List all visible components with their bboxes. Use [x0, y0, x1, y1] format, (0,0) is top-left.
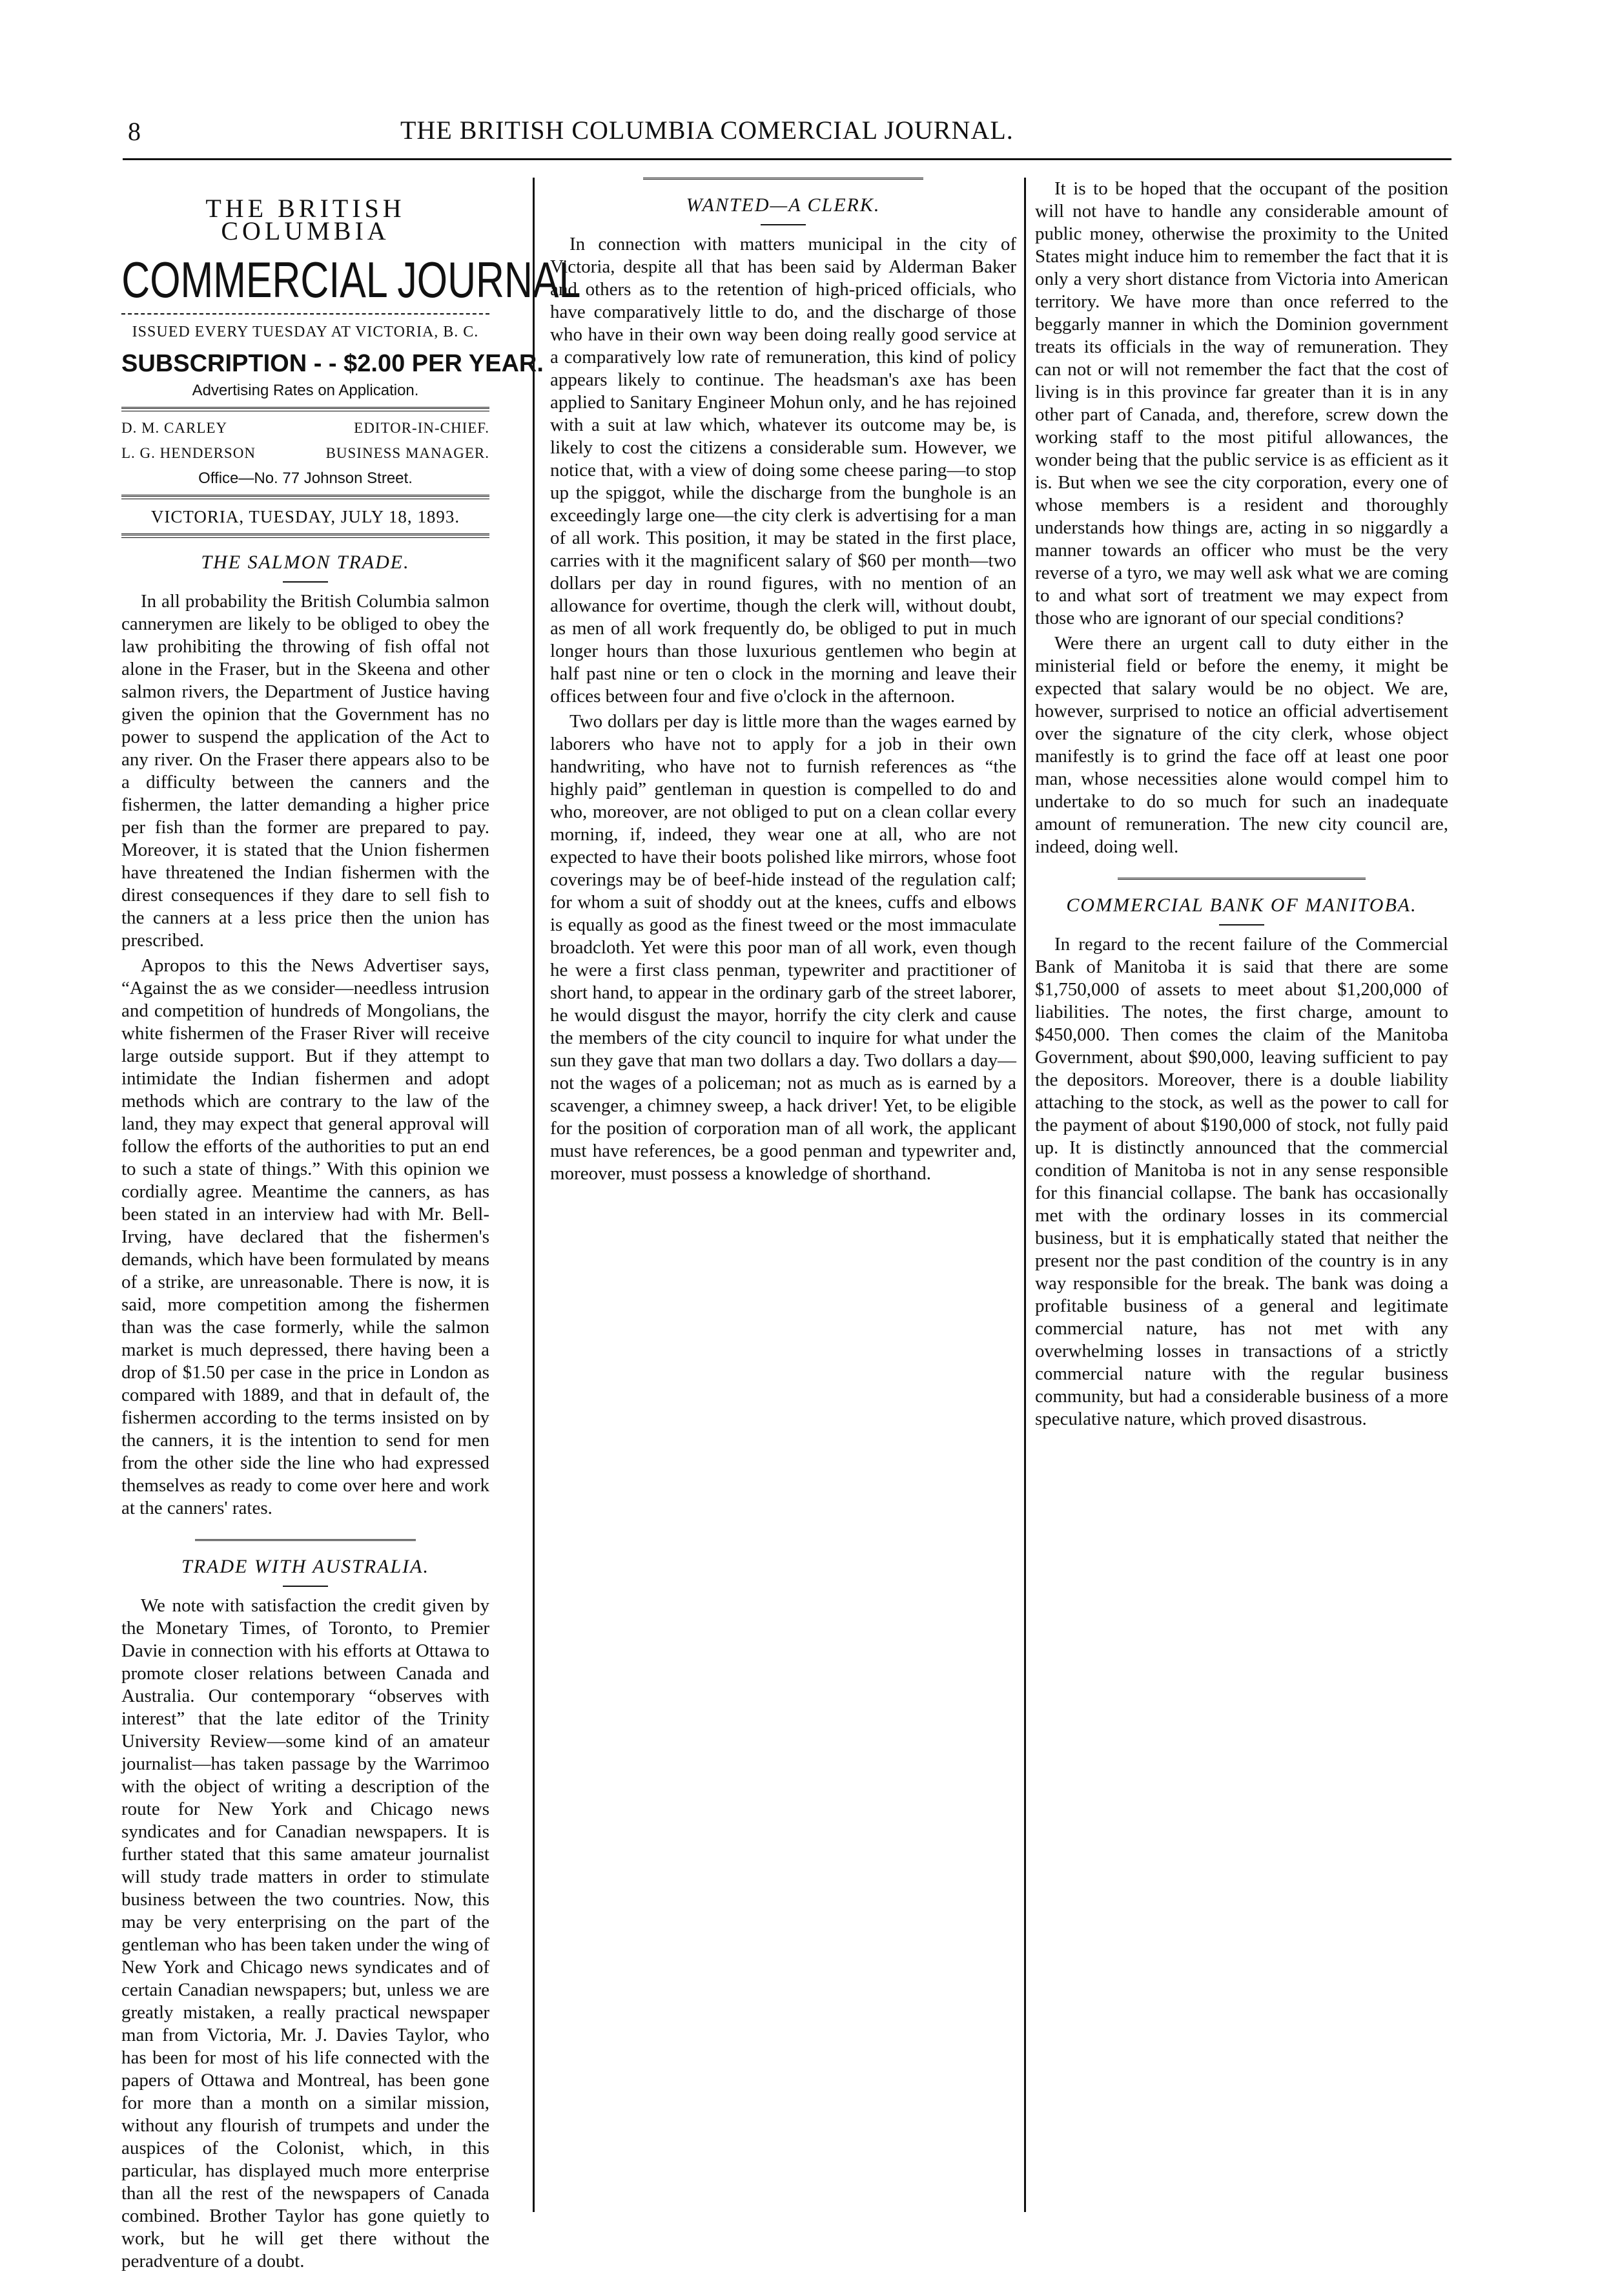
page-number: 8 — [128, 117, 141, 146]
subscription-price: SUBSCRIPTION - - $2.00 PER YEAR. — [121, 350, 544, 377]
masthead-title: COMMERCIAL JOURNAL — [121, 251, 581, 308]
divider — [121, 495, 489, 499]
divider — [121, 313, 489, 315]
column-2 — [550, 178, 1016, 2212]
divider — [121, 407, 489, 411]
top-rule — [123, 158, 1451, 160]
advertising-note: Advertising Rates on Application. — [192, 382, 419, 399]
article-paragraph: We note with satisfaction the credit given by the Monetary Times, of Toronto, to Premier Davie in connection with his efforts at Ottawa to promote closer relations between Canada and Australia. Our contemporary “observes with interest” that the late editor of the Trinity University Review—some kind of an amateur journalist—has taken passage by the Warrimoo with the object of writing a description of the route for New York and Chicago news syndicates and for Canadian newspapers. It is further stated that this same amateur journalist will study trade matters in order to stimulate business between the two countries. Now, this may be very enterprising on the part of the gentleman who has been taken under the wing of New York and Chicago news syndicates and of certain Canadian newspapers; but, unless we are greatly mistaken, a really practical newspaper man from Victoria, Mr. J. Davies Taylor, who has been for most of his life connected with the papers of Ottawa and Montreal, has been gone for more than a month on a similar mission, without any flourish of trumpets and under the auspices of the Colonist, which, in this particular, has displayed much more enterprise than all the rest of the newspapers of Canada combined. Brother Taylor has gone quietly to work, but he will get there without the peradventure of a doubt. — [121, 1595, 489, 2271]
masthead — [121, 194, 581, 538]
issued-line: ISSUED EVERY TUESDAY AT VICTORIA, B. C. — [132, 324, 479, 340]
article-headline: THE SALMON TRADE. — [201, 552, 410, 573]
article-paragraph: It is to be hoped that the occupant of the position will not have to handle any considerable amount of public money, otherwise the proximity to the United States might induce him to remember the fact that it is only a very short distance from Victoria into American territory. We have more than once referred to the beggarly manner in which the Dominion government treats its officials in the way of remuneration. They can not or will not remember the fact that the cost of living is in this province far greater than it is in any other part of Canada, and, therefore, screw down the working staff to the most pitiful allowances, the wonder being that the public service is as efficient as it is. But when we see the city corporation, every one of whose members is a resident and thoroughly understands how things are, acting in so niggardly a manner towards an officer who must be the very reverse of a tyro, we may well ask what we are coming to and what sort of treatment we may expect from those who are ignorant of our special conditions? — [1035, 178, 1448, 628]
running-head: THE BRITISH COLUMBIA COMERCIAL JOURNAL. — [400, 116, 1014, 145]
divider — [1118, 878, 1366, 881]
manager-role: BUSINESS MANAGER. — [325, 445, 489, 461]
divider — [643, 178, 923, 181]
article-headline: WANTED—A CLERK. — [686, 194, 881, 216]
editor-name: D. M. CARLEY — [121, 420, 228, 436]
divider — [1219, 924, 1264, 926]
masthead-title-top: THE BRITISH COLUMBIA — [205, 194, 405, 245]
article-paragraph: Two dollars per day is little more than the wages earned by laborers who have not to apply for a job in their own handwriting, who have not to furnish references as “the highly paid” gentleman in question is compelled to do and who, moreover, are not obliged to put on a clean collar every morning, if, indeed, they wear one at all, who are not expected to have their boots polished like mirrors, whose foot coverings may be of beef-hide instead of the regulation calf; for whom a suit of shoddy out at the knees, cuffs and elbows is equally as good as the finest tweed or the most immaculate broadcloth. Yet were this poor man of all work, even though he were a first class penman, typewriter and practitioner of short hand, to appear in the ordinary garb of the street laborer, he would disgust the mayor, horrify the city clerk and cause the members of the city council to inquire for what under the sun they gave that man two dollars a day. Two dollars a day—not the wages of a policeman; not as much as is earned by a scavenger, a chimney sweep, a hack driver! Yet, to be eligible for the position of corporation man of all work, the applicant must have references, be a good penman and typewriter and, moreover, must possess a knowledge of shorthand. — [550, 711, 1016, 1184]
column-1 — [121, 178, 581, 2271]
manager-name: L. G. HENDERSON — [121, 445, 256, 461]
divider — [283, 581, 328, 583]
column-divider — [533, 178, 535, 2212]
divider — [121, 533, 489, 538]
article-paragraph: In all probability the British Columbia salmon cannerymen are likely to be obliged to obey the law prohibiting the throwing of fish offal not alone in the Fraser, but in the Skeena and other salmon rivers, the Department of Justice having given the opinion that the Government has no power to suspend the application of the Act to any river. On the Fraser there appears also to be a difficulty between the canners and the fishermen, the latter demanding a higher price per fish than the former are prepared to pay. Moreover, it is stated that the Union fishermen have threatened the Indian fishermen with the direst consequences if they dare to sell fish to the canners at a less price then the union has prescribed. — [121, 591, 489, 951]
editor-role: EDITOR-IN-CHIEF. — [354, 420, 489, 436]
article-paragraph: Apropos to this the News Advertiser says, “Against the as we consider—needless intrusion and competition of hundreds of Mongolians, the white fishermen of the Fraser River will receive large outside support. But if they attempt to intimidate the Indian fishermen and adopt methods which are contrary to the law of the land, they may expect that general approval will follow the efforts of the authorities to put an end to such a state of things.” With this opinion we cordially agree. Meantime the canners, as has been stated in an interview had with Mr. Bell-Irving, have declared that the fishermen's demands, which have been formulated by means of a strike, are unreasonable. There is now, it is said, more competition among the fishermen than was the case formerly, while the salmon market is much depressed, there having been a drop of $1.50 per case in the price in London as compared with 1889, and that in default of, the fishermen according to the terms insisted on by the canners, it is the intention to send for men from the other side the line who had expressed themselves as ready to come over here and work at the canners' rates. — [121, 955, 489, 1518]
dateline: VICTORIA, TUESDAY, JULY 18, 1893. — [150, 507, 460, 526]
staff-editor — [121, 417, 489, 439]
article-paragraph: In connection with matters municipal in the city of Victoria, despite all that has been said by Alderman Baker and others as to the retention of high-priced officials, who have comparatively little to do, and the discharge of those who have in their own way been doing really good service at a comparatively low rate of remuneration, this kind of policy appears likely to continue. The headsman's axe has been applied to Sanitary Engineer Mohun only, and he has rejoined with a suit at law which, whatever its outcome may be, is likely to cost the citizens a considerable sum. However, we notice that, with a view of doing some cheese paring—to stop up the spiggot, while the discharge from the bunghole is an exceedingly large one—the city clerk is advertising for a man of all work. This position, it may be stated in the first place, carries with it the magnificent salary of $60 per month—two dollars per day in round figures, with no mention of an allowance for overtime, though the clerk will, without doubt, as men of all work frequently do, be obliged to put in much longer hours than those luxurious gentlemen who begin at half past nine or ten o clock in the morning and leave their offices between four and five o'clock in the afternoon. — [550, 234, 1016, 707]
divider — [195, 1539, 416, 1542]
divider — [283, 1586, 328, 1587]
staff-manager — [121, 442, 489, 464]
article-paragraph: Were there an urgent call to duty either in the ministerial field or before the enemy, it might be expected that salary would be no object. We are, however, surprised to notice an official advertisement over the signature of the city clerk, whose object manifestly is to grind the face off at least one poor man, whose necessities alone would compel him to undertake to do so much for such an inadequate amount of remuneration. The new city council are, indeed, doing well. — [1035, 633, 1448, 857]
article-salmon-trade — [121, 551, 489, 1520]
article-headline: COMMERCIAL BANK OF MANITOBA. — [1066, 895, 1417, 916]
article-commercial-bank — [1035, 894, 1448, 1431]
column-3 — [1035, 178, 1448, 2212]
divider — [761, 224, 806, 225]
article-trade-australia — [121, 1555, 489, 2273]
article-paragraph: In regard to the recent failure of the Commercial Bank of Manitoba it is said that there are some $1,750,000 of assets to meet about $1,200,000 of liabilities. The notes, the first charge, amount to $450,000. Then comes the claim of the Manitoba Government, about $90,000, leaving sufficient to pay the depositors. Moreover, there is a double liability attaching to the stock, as well as the power to call for the payment of about $190,000 of stock, not fully paid up. It is distinctly announced that the commercial condition of Manitoba is not in any sense responsible for this financial collapse. The bank has occasionally met with the ordinary losses in its commercial business, but it is emphatically stated that neither the present nor the past condition of the country is in any way responsible for the break. The bank was doing a profitable business of a general and legitimate commercial nature, has not met with any overwhelming losses in transactions of a strictly commercial nature with the regular business community, but had a considerable business of a more speculative nature, which proved disastrous. — [1035, 934, 1448, 1429]
office-address: Office—No. 77 Johnson Street. — [198, 470, 413, 487]
column-divider — [1024, 178, 1026, 2212]
article-headline: TRADE WITH AUSTRALIA. — [181, 1556, 429, 1577]
article-wanted-clerk — [550, 194, 1016, 1185]
